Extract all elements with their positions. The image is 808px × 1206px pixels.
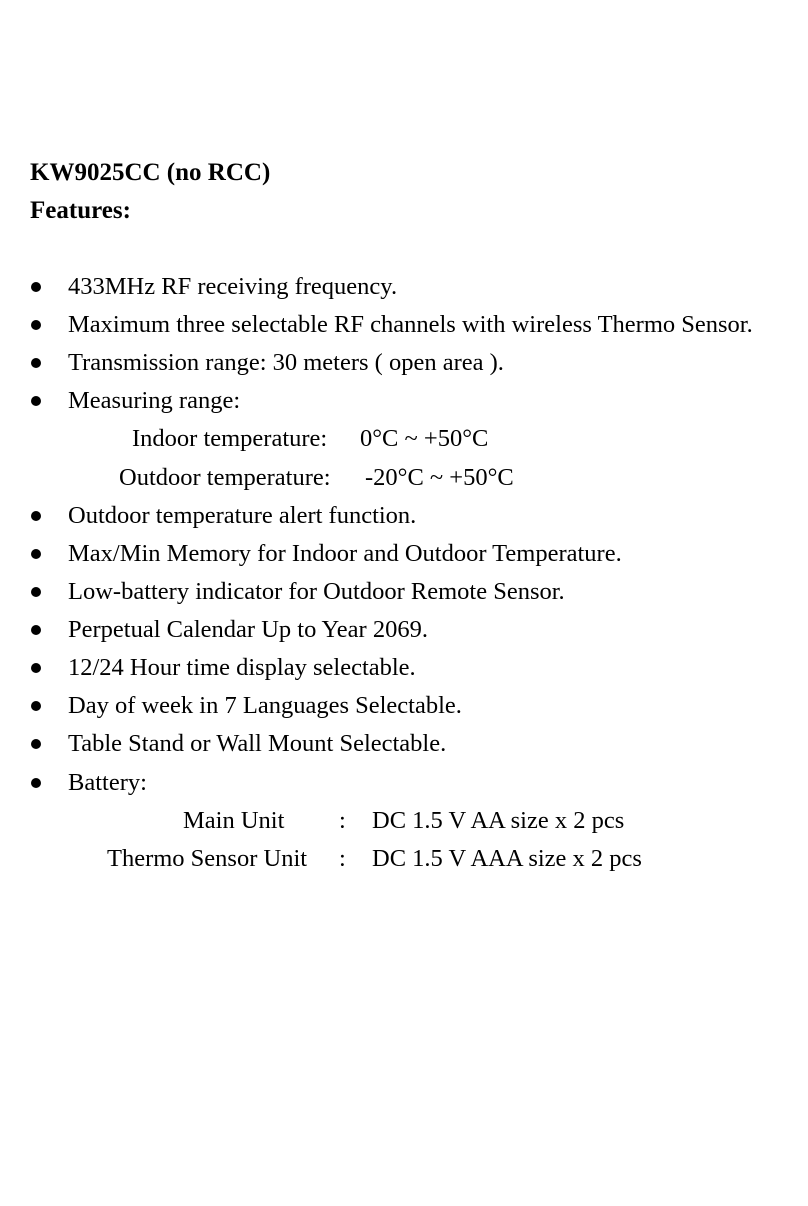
main-unit-value: DC 1.5 V AA size x 2 pcs — [372, 807, 625, 834]
thermo-sensor-unit-separator: : — [339, 845, 346, 872]
main-unit-label: Main Unit — [183, 807, 285, 834]
thermo-sensor-unit-value: DC 1.5 V AAA size x 2 pcs — [372, 845, 642, 872]
bullet-icon — [31, 625, 41, 635]
bullet-icon — [31, 549, 41, 559]
feature-text: Maximum three selectable RF channels with wireless Thermo Sensor. — [68, 311, 753, 338]
bullet-icon — [31, 282, 41, 292]
feature-text: Perpetual Calendar Up to Year 2069. — [68, 616, 428, 643]
feature-text: Measuring range: — [68, 387, 241, 414]
feature-text: Transmission range: 30 meters ( open area ). — [68, 349, 504, 376]
bullet-icon — [31, 701, 41, 711]
bullet-icon — [31, 663, 41, 673]
model-title: KW9025CC (no RCC) — [30, 159, 271, 186]
feature-text: Outdoor temperature alert function. — [68, 502, 417, 529]
section-heading: Features: — [30, 197, 131, 224]
bullet-icon — [31, 358, 41, 368]
indoor-temperature-value: 0°C ~ +50°C — [360, 425, 489, 452]
feature-text: 12/24 Hour time display selectable. — [68, 654, 416, 681]
indoor-temperature-label: Indoor temperature: — [132, 425, 328, 452]
bullet-icon — [31, 511, 41, 521]
main-unit-separator: : — [339, 807, 346, 834]
feature-text: Max/Min Memory for Indoor and Outdoor Temperature. — [68, 540, 622, 567]
feature-text: Day of week in 7 Languages Selectable. — [68, 692, 462, 719]
bullet-icon — [31, 778, 41, 788]
feature-text: Table Stand or Wall Mount Selectable. — [68, 730, 447, 757]
outdoor-temperature-value: -20°C ~ +50°C — [365, 464, 514, 491]
outdoor-temperature-label: Outdoor temperature: — [119, 464, 331, 491]
bullet-icon — [31, 320, 41, 330]
bullet-icon — [31, 587, 41, 597]
feature-text: 433MHz RF receiving frequency. — [68, 273, 398, 300]
bullet-icon — [31, 396, 41, 406]
feature-text: Low-battery indicator for Outdoor Remote Sensor. — [68, 578, 565, 605]
thermo-sensor-unit-label: Thermo Sensor Unit — [107, 845, 308, 872]
feature-text: Battery: — [68, 769, 147, 796]
bullet-icon — [31, 739, 41, 749]
